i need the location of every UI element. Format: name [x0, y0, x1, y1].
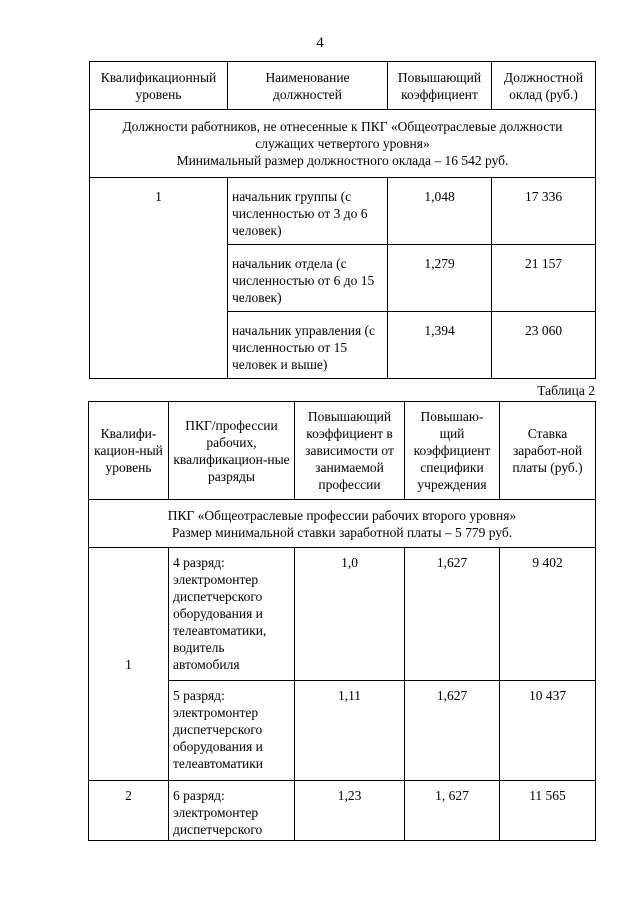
profession-coefficient-cell: 1,0 [295, 548, 405, 681]
position-cell: начальник группы (с численностью от 3 до 6 человек) [228, 178, 388, 245]
institution-coefficient-cell: 1,627 [405, 548, 500, 681]
institution-coefficient-cell: 1,627 [405, 681, 500, 781]
level-cell: 1 [90, 178, 228, 379]
wage-rate-cell: 10 437 [500, 681, 596, 781]
wage-rate-cell: 11 565 [500, 781, 596, 841]
header-qualification-level: Квалификационный уровень [90, 62, 228, 110]
page-number: 4 [316, 35, 324, 51]
salary-cell: 23 060 [492, 312, 596, 379]
grade-label: 4 разряд: [173, 555, 225, 570]
profession-coefficient-cell: 1,11 [295, 681, 405, 781]
header-salary: Должностной оклад (руб.) [492, 62, 596, 110]
level-cell: 1 [89, 548, 169, 781]
header-coefficient: Повышающий коэффициент [388, 62, 492, 110]
header-profession-grade: ПКГ/профессии рабочих, квалификацион-ные разряды [169, 402, 295, 500]
wage-rate-cell: 9 402 [500, 548, 596, 681]
coefficient-cell: 1,394 [388, 312, 492, 379]
profession-name: электромонтер диспетчерского оборудования и телеавтоматики, водитель автомобиля [173, 572, 267, 672]
profession-coefficient-cell: 1,23 [295, 781, 405, 841]
salary-table-1 [89, 61, 596, 379]
profession-cell [169, 548, 295, 681]
salary-cell: 21 157 [492, 245, 596, 312]
header-position-name: Наименование должностей [228, 62, 388, 110]
position-cell: начальник отдела (с численностью от 6 до 15 человек) [228, 245, 388, 312]
group-header [89, 500, 596, 548]
coefficient-cell: 1,279 [388, 245, 492, 312]
institution-coefficient-cell: 1, 627 [405, 781, 500, 841]
salary-cell: 17 336 [492, 178, 596, 245]
grade-label: 6 разряд: [173, 788, 225, 803]
coefficient-cell: 1,048 [388, 178, 492, 245]
group-title: Должности работников, не отнесенные к ПКГ «Общеотраслевые должности служащих четвертого уровня» [122, 119, 563, 151]
position-cell: начальник управления (с численностью от 15 человек и выше) [228, 312, 388, 379]
profession-cell [169, 681, 295, 781]
table-caption: Таблица 2 [537, 383, 595, 398]
group-header [90, 110, 596, 178]
group-min-rate: Размер минимальной ставки заработной платы – 5 779 руб. [171, 524, 513, 540]
profession-name: электромонтер диспетчерского оборудования и телеавтоматики [173, 705, 264, 771]
header-qualification-level: Квалифи-кацион-ный уровень [89, 402, 169, 500]
grade-label: 5 разряд: [173, 688, 225, 703]
group-title: ПКГ «Общеотраслевые профессии рабочих второго уровня» [167, 507, 517, 523]
profession-cell [169, 781, 295, 841]
profession-name: электромонтер диспетчерского [173, 805, 263, 837]
level-cell: 2 [89, 781, 169, 841]
wage-table-2 [88, 401, 596, 841]
header-institution-coefficient: Повышаю-щий коэффициент специфики учреждения [405, 402, 500, 500]
group-min-salary: Минимальный размер должностного оклада – 16 542 руб. [176, 153, 509, 168]
header-profession-coefficient: Повышающий коэффициент в зависимости от занимаемой профессии [295, 402, 405, 500]
header-wage-rate: Ставка заработ-ной платы (руб.) [500, 402, 596, 500]
